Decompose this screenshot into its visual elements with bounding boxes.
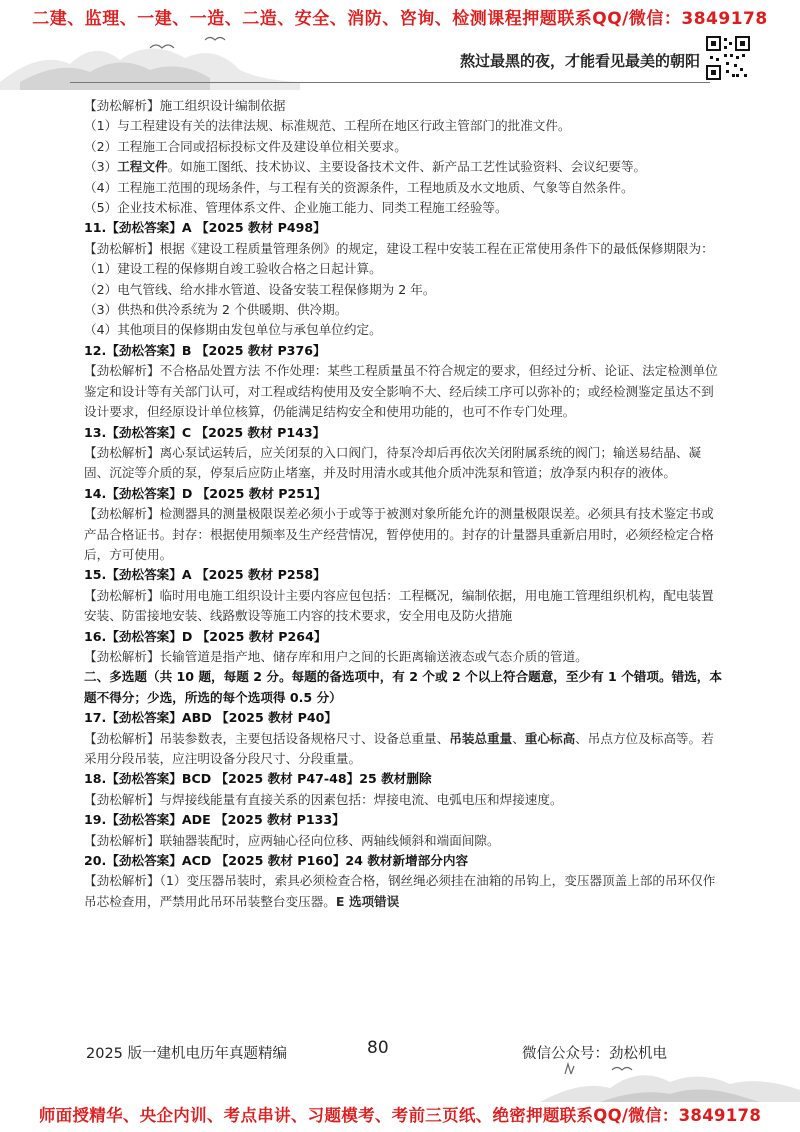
q10-analysis-title: 【劲松解析】施工组织设计编制依据	[84, 98, 286, 113]
q16-answer: 16.【劲松答案】D 【2025 教材 P264】	[84, 628, 327, 644]
qr-code-icon	[706, 36, 750, 80]
q19-answer: 19.【劲松答案】ADE 【2025 教材 P133】	[84, 812, 345, 828]
q10-item: （4）工程施工范围的现场条件，与工程有关的资源条件，工程地质及水文地质、气象等自然条件。	[84, 179, 634, 195]
q10-item: （1）与工程建设有关的法律法规、标准规范、工程所在地区行政主管部门的批准文件。	[84, 118, 571, 134]
q12-analysis: 【劲松解析】不合格品处置方法 不作处理：某些工程质量虽不符合规定的要求，但经过分析、论证、法定检测单位鉴定和设计等有关部门认可，对工程或结构使用及安全影响不大、经后续工序可以弥补的；或经检测鉴定虽达不到设计要求，但经原设计单位核算，仍能满足结构安全和使用功能的，也可不作专门处理。	[84, 363, 718, 420]
bottom-banner: 师面授精华、央企内训、考点串讲、习题模考、考前三页纸、绝密押题联系QQ/微信：3849178	[38, 1106, 762, 1125]
q11-item: （2）电气管线、给水排水管道、设备安装工程保修期为 2 年。	[84, 281, 436, 297]
q14-answer: 14.【劲松答案】D 【2025 教材 P251】	[84, 485, 327, 501]
q15-analysis: 【劲松解析】临时用电施工组织设计主要内容应包包括：工程概况，编制依据，用电施工管理组织机构，配电装置安装、防雷接地安装、线路敷设等施工内容的技术要求，安全用电及防火措施	[84, 587, 714, 624]
top-banner: 二建、监理、一建、一造、二造、安全、消防、咨询、检测课程押题联系QQ/微信：3849178	[32, 9, 768, 29]
footer-wechat: 微信公众号：劲松机电	[522, 1046, 667, 1062]
q18-answer: 18.【劲松答案】BCD 【2025 教材 P47-48】25 教材删除	[84, 771, 432, 787]
footer-book-title: 2025 版一建机电历年真题精编	[86, 1046, 288, 1062]
q11-item: （4）其他项目的保修期由发包单位与承包单位约定。	[84, 322, 382, 338]
q10-item: （5）企业技术标准、管理体系文件、企业施工能力、同类工程施工经验等。	[84, 200, 508, 216]
q11-item: （3）供热和供冷系统为 2 个供暖期、供冷期。	[84, 302, 348, 318]
q18-analysis: 【劲松解析】与焊接线能量有直接关系的因素包括：焊接电流、电弧电压和焊接速度。	[84, 791, 563, 807]
bold-term: 吊装总重量	[449, 730, 513, 746]
header-slogan: 熬过最黑的夜，才能看见最美的朝阳	[459, 52, 700, 70]
bold-term: 重心标高	[524, 730, 576, 746]
ink-mountain-decoration-bottom	[0, 1060, 800, 1102]
page-number: 80	[367, 1038, 389, 1058]
q13-analysis: 【劲松解析】离心泵试运转后，应关闭泵的入口阀门，待泵冷却后再依次关闭附属系统的阀门；输送易结晶、凝固、沉淀等介质的泵，停泵后应防止堵塞，并及时用清水或其他介质冲洗泵和管道；放净泵内积存的液体。	[84, 444, 702, 481]
q16-analysis: 【劲松解析】长输管道是指产地、储存库和用户之间的长距离输送液态或气态介质的管道。	[84, 648, 588, 664]
q20-answer: 20.【劲松答案】ACD 【2025 教材 P160】24 教材新增部分内容	[84, 853, 469, 869]
q17-analysis: 【劲松解析】吊装参数表，主要包括设备规格尺寸、设备总重量、吊装总重量、重心标高、吊点方位及标高等。若采用分段吊装，应注明设备分段尺寸、分段重量。	[84, 730, 714, 766]
q19-analysis: 【劲松解析】联轴器装配时，应两轴心径向位移、两轴线倾斜和端面间隙。	[84, 832, 500, 848]
q15-answer: 15.【劲松答案】A 【2025 教材 P258】	[84, 567, 326, 583]
q11-answer: 11.【劲松答案】A 【2025 教材 P498】	[84, 220, 326, 236]
header-divider	[70, 82, 710, 83]
bold-term: 工程文件	[117, 159, 168, 175]
bold-term: E 选项错误	[335, 893, 400, 909]
answer-content	[84, 96, 724, 912]
q13-answer: 13.【劲松答案】C 【2025 教材 P143】	[84, 424, 326, 440]
q10-item: （3）工程文件。如施工图纸、技术协议、主要设备技术文件、新产品工艺性试验资料、会议纪要等。	[84, 159, 647, 175]
q11-analysis: 【劲松解析】根据《建设工程质量管理条例》的规定，建设工程中安装工程在正常使用条件下的最低保修期限为：	[84, 240, 714, 256]
q10-item: （2）工程施工合同或招标投标文件及建设单位相关要求。	[84, 138, 407, 154]
section-heading-multiple-choice: 二、多选题（共 10 题，每题 2 分。每题的备选项中，有 2 个或 2 个以上符合题意，至少有 1 个错项。错选，本题不得分；少选，所选的每个选项得 0.5 分）	[84, 669, 722, 705]
q12-answer: 12.【劲松答案】B 【2025 教材 P376】	[84, 342, 326, 358]
q14-analysis: 【劲松解析】检测器具的测量极限误差必须小于或等于被测对象所能允许的测量极限误差。必须具有技术鉴定书或产品合格证书。封存：根据使用频率及生产经营情况，暂停使用的。封存的计量器具重新启用时，必须经检定合格后，方可使用。	[84, 506, 714, 562]
q17-answer: 17.【劲松答案】ABD 【2025 教材 P40】	[84, 710, 338, 726]
q20-analysis: 【劲松解析】（1）变压器吊装时，索具必须检查合格，钢丝绳必须挂在油箱的吊钩上，变压器顶盖上部的吊环仅作吊芯检查用，严禁用此吊环吊装整台变压器。E 选项错误	[84, 873, 716, 909]
q11-item: （1）建设工程的保修期自竣工验收合格之日起计算。	[84, 261, 382, 277]
